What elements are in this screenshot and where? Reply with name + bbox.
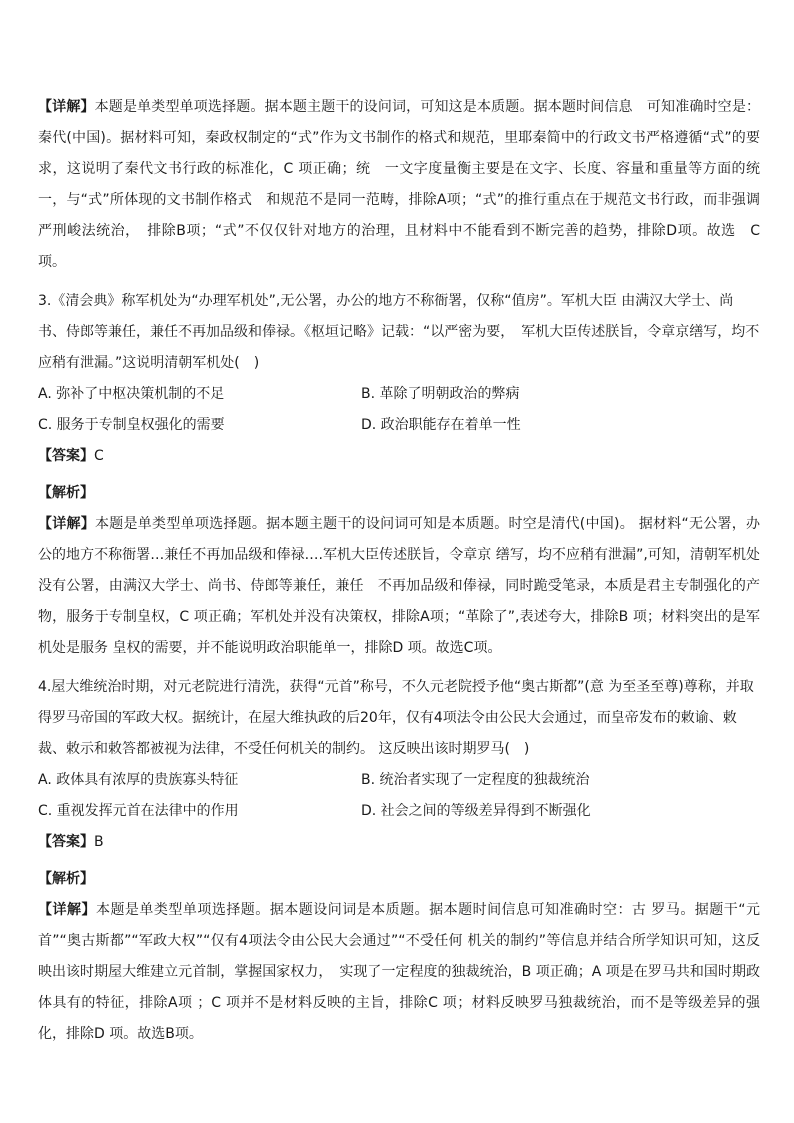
detail-tag: 【详解】 xyxy=(38,902,96,918)
q3-option-b: B. 革除了明朝政治的弊病 xyxy=(361,386,520,402)
q3-detail-paragraph xyxy=(38,509,760,664)
q4-detail-text: 本题是单类型单项选择题。据本题设问词是本质题。据本题时间信息可知准确时空：古 罗马。据题干“元首”“奥古斯都”“军政大权”“仅有4项法令由公民大会通过”“不受任何 机关的制约”等信息并结合所学知识可知，这反映出该时期屋大维建立元首制，掌握国家权力， 实现了一定程度的独裁统治，B 项正确；A 项是在罗马共和国时期政体具有的特征，排除A项 ；C 项并不是材料反映的主旨，排除C 项；材料反映罗马独裁统治，而不是等级差异的强化，排除D 项。故选B项。 xyxy=(38,902,761,1042)
q4-option-d: D. 社会之间的等级差异得到不断强化 xyxy=(361,803,591,819)
q3-answer xyxy=(38,441,760,472)
q4-option-c: C. 重视发挥元首在法律中的作用 xyxy=(38,803,239,819)
q4-option-a: A. 政体具有浓厚的贵族寡头特征 xyxy=(38,772,239,788)
answer-tag: 【答案】 xyxy=(38,834,94,850)
document-page xyxy=(38,92,760,1050)
q3-option-c: C. 服务于专制皇权强化的需要 xyxy=(38,417,225,433)
q3-option-d: D. 政治职能存在着单一性 xyxy=(361,417,521,433)
q3-options xyxy=(38,379,760,441)
q4-options xyxy=(38,765,760,827)
q3-answer-value: C xyxy=(94,448,104,464)
q4-analysis-heading: 【解析】 xyxy=(38,871,94,887)
detail-tag: 【详解】 xyxy=(38,99,95,115)
q2-detail-paragraph xyxy=(38,92,760,278)
q3-stem: 3.《清会典》称军机处为“办理军机处”,无公署，办公的地方不称衙署，仅称“值房”。军机大臣 由满汉大学士、尚书、侍郎等兼任，兼任不再加品级和俸禄。《枢垣记略》记载：“以严密为要， 军机大臣传述朕旨，令章京缮写，均不应稍有泄漏。”这说明清朝军机处( ) xyxy=(38,293,760,371)
answer-tag: 【答案】 xyxy=(38,448,94,464)
q3-detail-text: 本题是单类型单项选择题。据本题主题干的设问词可知是本质题。时空是清代(中国)。 据材料“无公署，办公的地方不称衙署…兼任不再加品级和俸禄….军机大臣传述朕旨，令章京 缮写，均不应稍有泄漏”,可知，清朝军机处没有公署，由满汉大学士、尚书、侍郎等兼任，兼任 不再加品级和俸禄，同时跪受笔录，本质是君主专制强化的产物，服务于专制皇权，C 项正确；军机处并没有决策权，排除A项；“革除了”,表述夸大，排除B 项；材料突出的是军机处是服务 皇权的需要，并不能说明政治职能单一，排除D 项。故选C项。 xyxy=(38,516,761,656)
q3-option-a: A. 弥补了中枢决策机制的不足 xyxy=(38,386,225,402)
q3-analysis-heading: 【解析】 xyxy=(38,485,94,501)
q4-detail-paragraph xyxy=(38,895,760,1050)
q4-option-b: B. 统治者实现了一定程度的独裁统治 xyxy=(361,772,590,788)
detail-tag: 【详解】 xyxy=(38,516,96,532)
q4-answer xyxy=(38,827,760,858)
q2-detail-text: 本题是单类型单项选择题。据本题主题干的设问词，可知这是本质题。据本题时间信息 可知准确时空是：秦代(中国)。据材料可知，秦政权制定的“式”作为文书制作的格式和规范，里耶秦简中的行政文书严格遵循“式”的要求，这说明了秦代文书行政的标准化，C 项正确；统 一文字度量衡主要是在文字、长度、容量和重量等方面的统一，与“式”所体现的文书制作格式 和规范不是同一范畴，排除A项；“式”的推行重点在于规范文书行政，而非强调严刑峻法统治， 排除B项；“式”不仅仅针对地方的治理，且材料中不能看到不断完善的趋势，排除D项。故选 C项。 xyxy=(38,99,760,270)
q4-answer-value: B xyxy=(94,834,104,850)
q4-stem: 4.屋大维统治时期，对元老院进行清洗，获得“元首”称号，不久元老院授予他“奥古斯都”(意 为至圣至尊)尊称，并取得罗马帝国的军政大权。据统计，在屋大维执政的后20年，仅有4项法令由公民大会通过，而皇帝发布的敕谕、敕裁、敕示和敕答都被视为法律，不受任何机关的制约。 这反映出该时期罗马( ) xyxy=(38,679,754,757)
